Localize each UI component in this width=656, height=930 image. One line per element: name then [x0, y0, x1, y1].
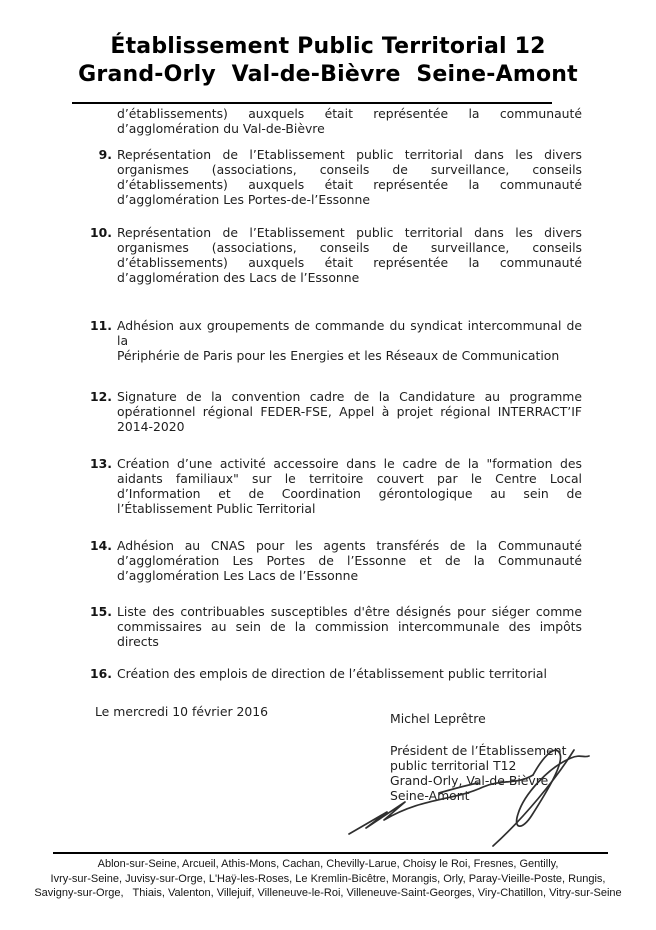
footer-line: Savigny-sur-Orge, Thiais, Valenton, Villejuif, Villeneuve-le-Roi, Villeneuve-Saint-Georges, Viry-Chatillon, Vitry-sur-Seine — [34, 887, 622, 900]
text-line: organismes (associations, conseils de surveillance, conseils — [117, 162, 582, 177]
text-line: Adhésion aux groupements de commande du syndicat intercommunal de la — [117, 318, 582, 348]
signatory-name: Michel Leprêtre — [390, 711, 486, 726]
list-item-text — [117, 456, 582, 516]
list-item — [80, 147, 582, 207]
signatory-title — [390, 743, 605, 803]
list-item — [80, 389, 582, 434]
text-line: aidants familiaux" sur le territoire couvert par le Centre Local — [117, 471, 582, 486]
text-line: d’établissements) auxquels était représentée la communauté — [117, 177, 582, 192]
text-line: d’établissements) auxquels était représentée la communauté — [117, 106, 582, 121]
text-line: Adhésion au CNAS pour les agents transférés de la Communauté — [117, 538, 582, 553]
list-item-number: 12. — [90, 389, 112, 404]
text-line: Création d’une activité accessoire dans le cadre de la "formation des — [117, 456, 582, 471]
footer-line: Ivry-sur-Seine, Juvisy-sur-Orge, L'Haÿ-les-Roses, Le Kremlin-Bicêtre, Morangis, Orly, Paray-Vieille-Poste, Rungis, — [50, 872, 606, 885]
title-line-1: Établissement Public Territorial 12 — [110, 34, 546, 59]
text-line: organismes (associations, conseils de surveillance, conseils — [117, 240, 582, 255]
list-item-number: 14. — [90, 538, 112, 553]
text-line: Président de l’Établissement — [390, 743, 567, 758]
list-item-text — [117, 147, 582, 207]
text-line: l’Établissement Public Territorial — [117, 501, 316, 516]
text-line: d’établissements) auxquels était représentée la communauté — [117, 255, 582, 270]
text-line: Création des emplois de direction de l’établissement public territorial — [117, 666, 547, 681]
list-item-number: 11. — [90, 318, 112, 333]
footer-divider — [53, 852, 608, 854]
text-line: d’agglomération Les Lacs de l’Essonne — [117, 568, 359, 583]
text-line: Périphérie de Paris pour les Energies et les Réseaux de Communication — [117, 348, 560, 363]
text-line: directs — [117, 634, 159, 649]
list-item-text — [117, 389, 582, 434]
text-line: d’agglomération du Val-de-Bièvre — [117, 121, 325, 136]
footer-line: Ablon-sur-Seine, Arcueil, Athis-Mons, Cachan, Chevilly-Larue, Choisy le Roi, Fresnes, Gentilly, — [97, 858, 559, 870]
list-item — [80, 604, 582, 649]
header-divider — [72, 102, 552, 104]
list-item-text — [117, 225, 582, 285]
list-item-number: 10. — [90, 225, 112, 240]
text-line: Grand-Orly, Val-de-Bièvre, — [390, 773, 553, 788]
carryover-paragraph — [117, 106, 582, 136]
text-line: Liste des contribuables susceptibles d'être désignés pour siéger comme — [117, 604, 582, 619]
list-item — [80, 456, 582, 516]
list-item-text — [117, 604, 582, 649]
list-item — [80, 538, 582, 583]
list-item-number: 15. — [90, 604, 112, 619]
text-line: Représentation de l’Etablissement public territorial dans les divers — [117, 225, 582, 240]
text-line: public territorial T12 — [390, 758, 517, 773]
text-line: Signature de la convention cadre de la Candidature au programme — [117, 389, 582, 404]
list-item — [80, 225, 582, 285]
document-date: Le mercredi 10 février 2016 — [95, 704, 269, 719]
list-item-number: 9. — [98, 147, 112, 162]
footer-communes — [0, 857, 656, 901]
text-line: Seine-Amont — [390, 788, 470, 803]
title-line-2: Grand-Orly Val-de-Bièvre Seine-Amont — [78, 62, 578, 87]
list-item — [80, 666, 582, 681]
text-line: d’agglomération Les Portes-de-l’Essonne — [117, 192, 371, 207]
signature-block — [390, 711, 605, 803]
text-line: commissaires au sein de la commission intercommunale des impôts — [117, 619, 582, 634]
page-title — [0, 33, 656, 89]
text-line: 2014-2020 — [117, 419, 185, 434]
list-item-text — [117, 538, 582, 583]
list-item-text — [117, 666, 582, 681]
list-item — [80, 318, 582, 363]
list-item-number: 13. — [90, 456, 112, 471]
text-line: d’Information et de Coordination gérontologique au sein de — [117, 486, 582, 501]
document-body — [80, 106, 582, 719]
list-item-number: 16. — [90, 666, 112, 681]
text-line: d’agglomération Les Portes de l’Essonne et de la Communauté — [117, 553, 582, 568]
text-line: Représentation de l’Etablissement public territorial dans les divers — [117, 147, 582, 162]
list-item-text — [117, 318, 582, 363]
text-line: opérationnel régional FEDER-FSE, Appel à projet régional INTERRACT’IF — [117, 404, 582, 419]
text-line: d’agglomération des Lacs de l’Essonne — [117, 270, 360, 285]
